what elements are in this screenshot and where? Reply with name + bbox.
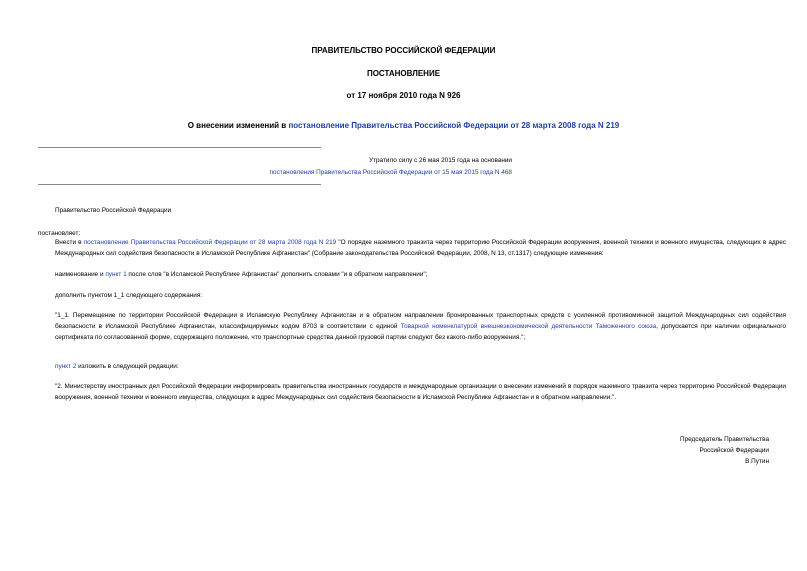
government-heading: ПРАВИТЕЛЬСТВО РОССИЙСКОЙ ФЕДЕРАЦИИ: [311, 46, 496, 55]
signature-block: [560, 434, 769, 467]
paragraph-government: Правительство Российской Федерации: [55, 207, 172, 214]
point-1-1-body: , допускается при наличии официального сертификата по согласованной форме, содержащего положение, что транспортные средства данной грузовой партии следуют без какого-либо вооружения.";: [55, 323, 786, 342]
point-2-change-body: изложить в следующей редакции:: [76, 363, 179, 370]
paragraph-resolves: постановляет:: [38, 230, 81, 237]
status-note: [38, 155, 512, 179]
paragraph-point-2-change: [38, 361, 786, 372]
paragraph-point-1-1: [38, 310, 786, 344]
signature-org: Российской Федерации: [699, 447, 769, 454]
point-1-link[interactable]: пункт 1: [105, 271, 127, 278]
title-link[interactable]: постановление Правительства Российской Федерации от 28 марта 2008 года N 219: [288, 121, 620, 130]
divider-top: [38, 147, 321, 148]
divider-bottom: [38, 184, 321, 185]
paragraph-title-change: [38, 269, 786, 280]
paragraph-amend: [38, 237, 786, 259]
title-change-body: после слов "в Исламской Республике Афганистан" дополнить словами "и в обратном направлении";: [126, 271, 428, 278]
point-2-link[interactable]: пункт 2: [55, 363, 77, 370]
tnved-link[interactable]: Товарной номенклатурой внешнеэкономической деятельности Таможенного союза: [400, 323, 657, 331]
amend-resolution-link[interactable]: постановление Правительства Российской Федерации от 28 марта 2008 года N 219: [83, 239, 337, 246]
amend-prefix: Внести в: [55, 239, 84, 246]
signature-name: В.Путин: [745, 458, 769, 465]
status-note-link[interactable]: постановления Правительства Российской Федерации от 15 мая 2015 года N 468: [269, 169, 512, 176]
document-type: ПОСТАНОВЛЕНИЕ: [366, 69, 441, 78]
document-date: от 17 ноября 2010 года N 926: [346, 91, 461, 100]
amend-body: "О порядке наземного транзита через территорию Российской Федерации вооружения, военной техники и военного имущества, следующих в адрес Международных сил содействия безопасности в Исламской Республике Афганистан" (Собрание законодательства Российской Федерации, 2008, N 13, ст.1317) следующие изменения:: [55, 239, 787, 258]
point-1-1-prefix: "1_1. Перемещение по территории Российской Федерации в Исламскую Республику Афганистан и в обратном направлении бронированных транспортных средств с усиленной противоминной защитой Международных сил содействия безопасности в Исламской Республике Афганистан, классифицируемых кодом 8703 в соответствии с единой: [55, 312, 786, 331]
document-title: [0, 121, 807, 130]
signature-position: Председатель Правительства: [680, 436, 769, 443]
paragraph-add-point: дополнить пунктом 1_1 следующего содержания:: [55, 292, 203, 299]
title-prefix: О внесении изменений в: [187, 121, 289, 130]
title-change-prefix: наименование и: [55, 271, 106, 278]
paragraph-point-2: "2. Министерству иностранных дел Российской Федерации информировать правительства иностранных государств и международные организации о внесении изменений в порядок наземного транзита через территорию Российской Федерации вооружения, военной техники и военного имущества, следующих в адрес Международных сил содействия безопасности в Исламской Республике Афганистан и в обратном направлении.".: [55, 383, 786, 402]
status-note-text: Утратило силу с 26 мая 2015 года на основании: [369, 157, 512, 164]
